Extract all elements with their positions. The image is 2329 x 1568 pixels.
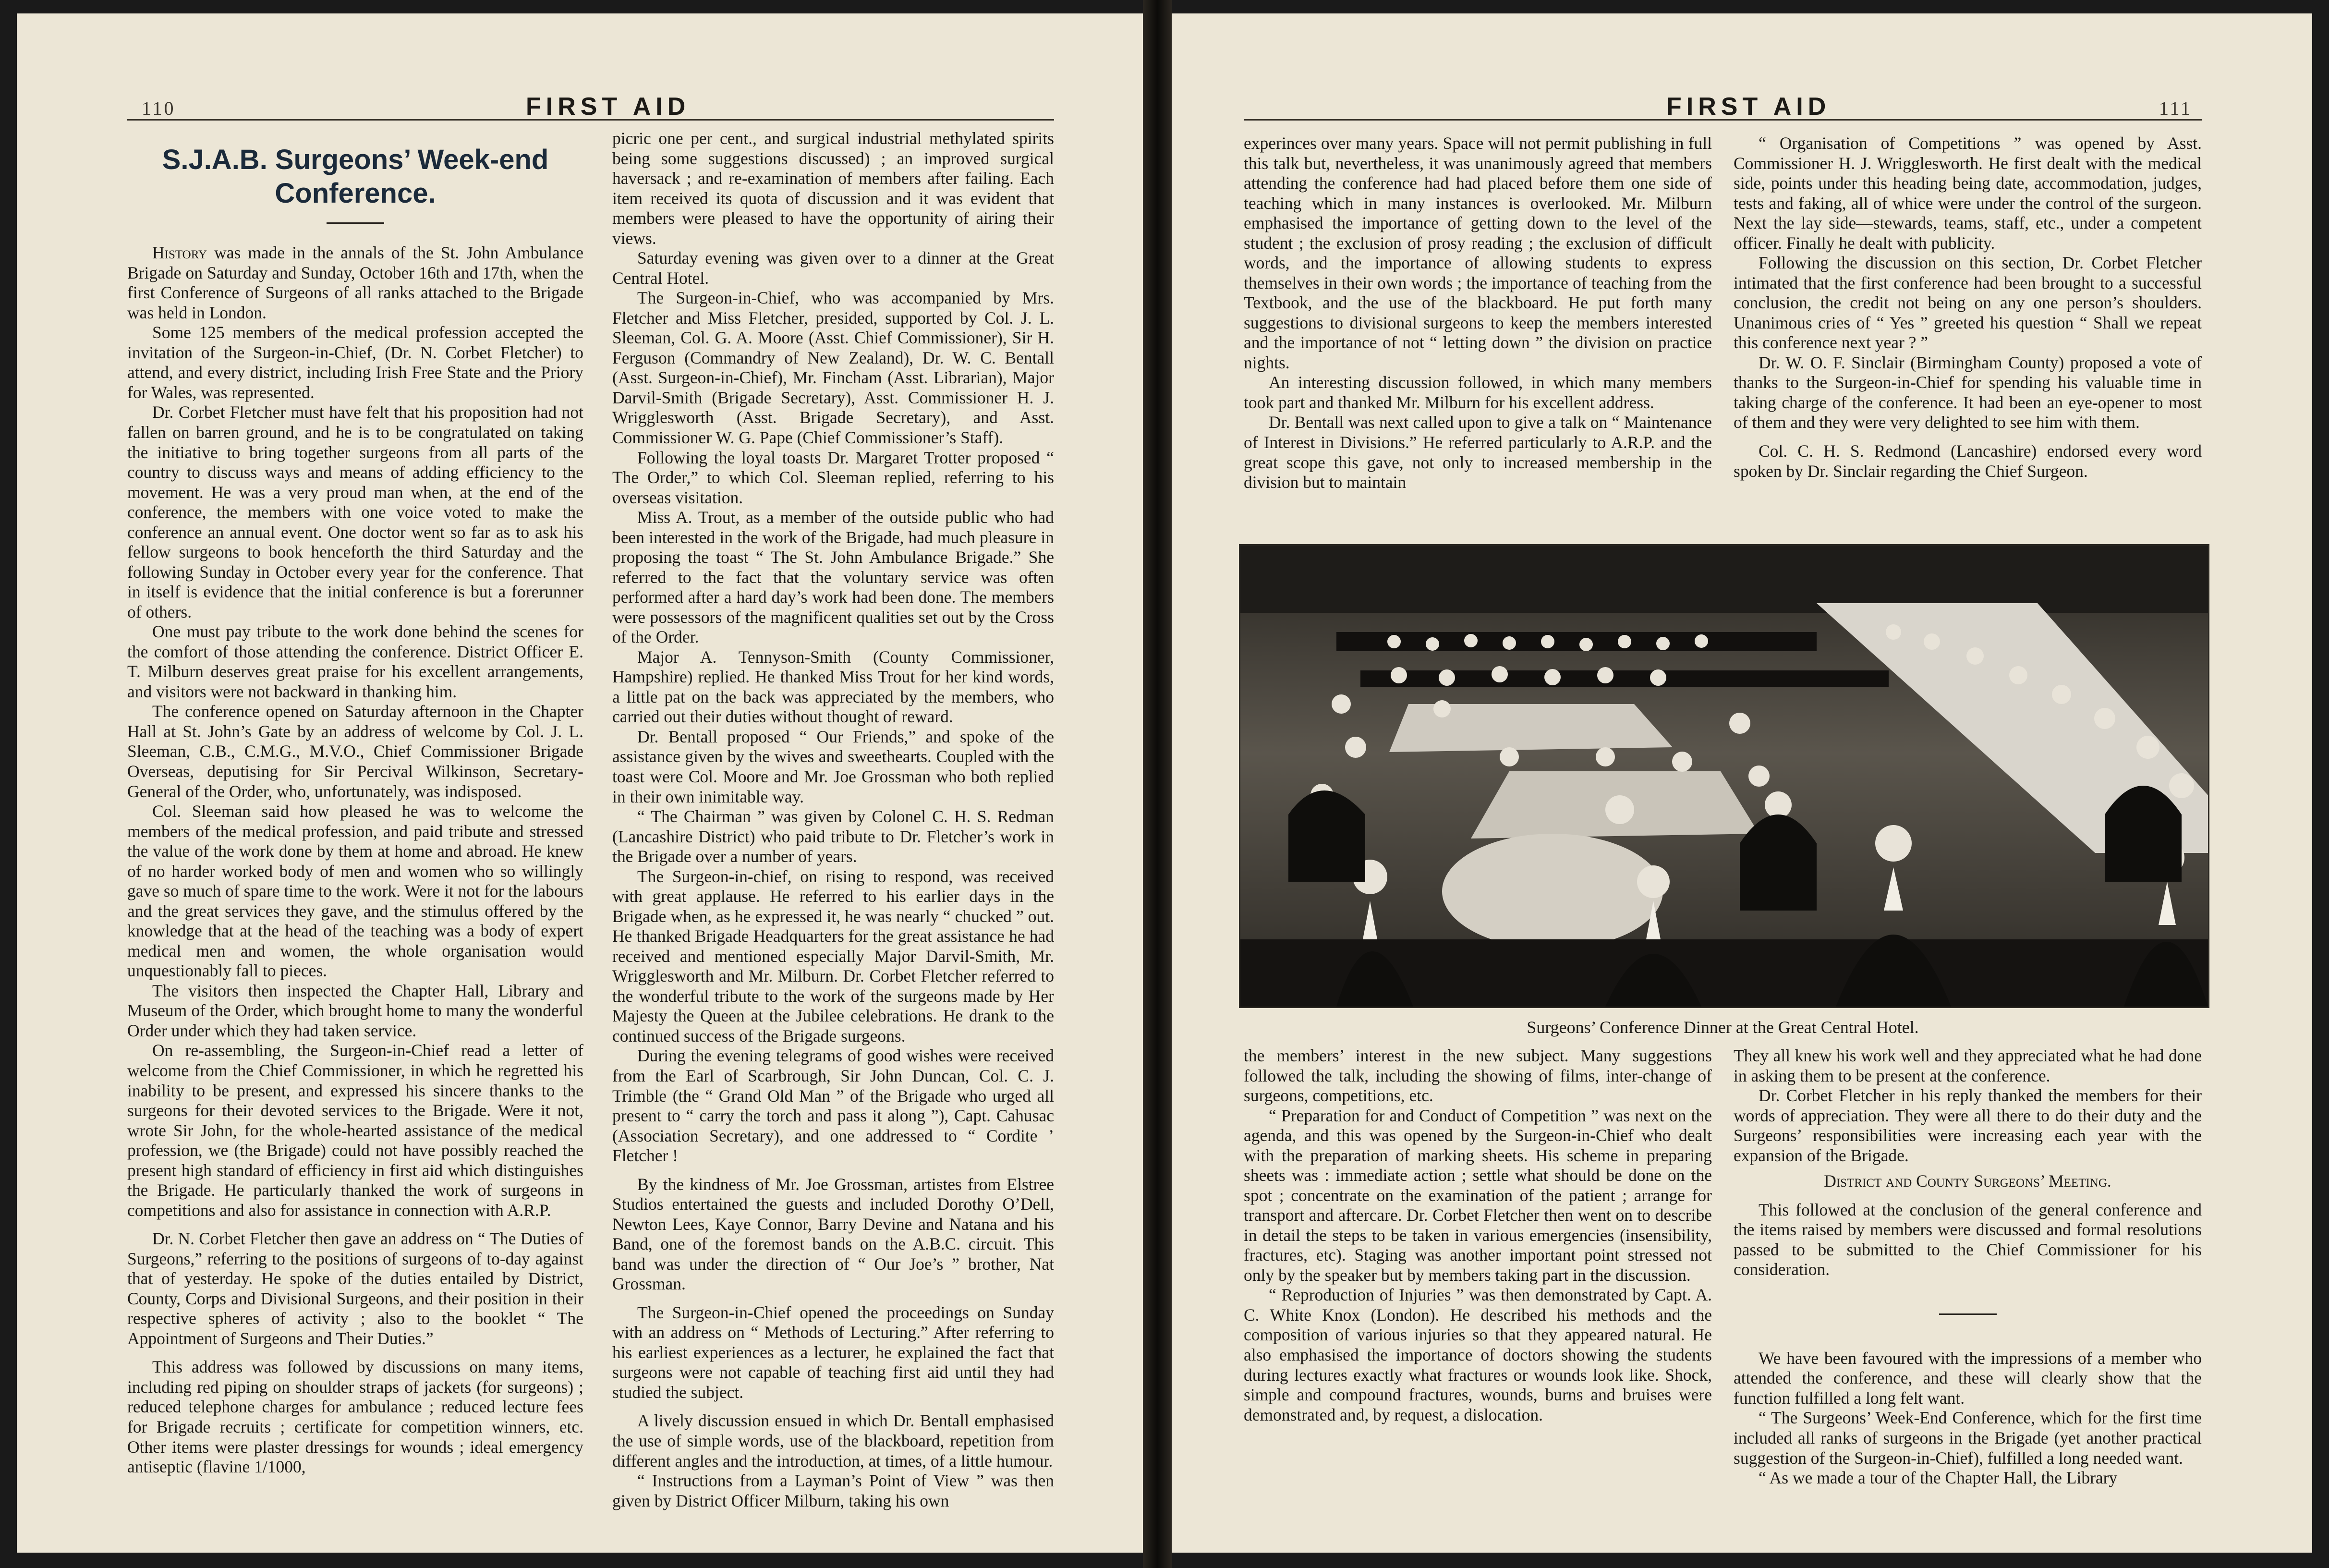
right-column-2-top: [1734, 134, 2202, 537]
paragraph-text: The visitors then inspected the Chapter Hall, Library and Museum of the Order, which brought home to many the wonderful Order under which they had taken service.: [127, 981, 583, 1040]
dinner-photograph: [1239, 544, 2209, 1008]
paragraph-text: “ The Surgeons’ Week-End Conference, which for the first time included all ranks of surgeons in the Brigade (yet another practical suggestion of the Surgeon-in-Chief), fulfilled a long needed want.: [1734, 1408, 2202, 1468]
paragraph: [612, 288, 1054, 448]
paragraph-text: “ Preparation for and Conduct of Competition ” was next on the agenda, and this was opened by the Surgeon-in-Chief who dealt with the preparation of marking sheets. His scheme in preparing sheets was : immediate action ; settle what should be done on the spot ; concentrate on the examination of the patient ; arrange for transport and aftercare. Dr. Corbet Fletcher then went on to describe in detail the steps to be taken in various emergencies (insensibility, fractures, etc). Staging was another important point stressed not only by the speaker but by members taking part in the discussion.: [1244, 1106, 1712, 1285]
paragraph-text: On re-assembling, the Surgeon-in-Chief read a letter of welcome from the Chief Commissioner, in which he regretted his inability to be present, and expressed his sincere thanks to the surgeons for their devoted services to the Brigade. Were it not, wrote Sir John, for the whole-hearted assistance of the medical profession, we (the Brigade) could not have possibly reached the present high standard of efficiency in first aid which distinguishes the Brigade. He particularly thanked the work of surgeons in competitions and also for assistance in connection with A.R.P.: [127, 1041, 583, 1220]
paragraph-text: Dr. Corbet Fletcher must have felt that his proposition had not fallen on barren ground, and he is to be congratulated on taking the initiative to bring together surgeons from all parts of the country to discuss ways and means of adding efficiency to the movement. He was a very proud man when, at the end of the conference, the members with one voice voted to make the conference an annual event. One doctor went so far as to ask his fellow surgeons to book henceforth the third Saturday and the following Sunday in October every year for the conference. That in itself is evidence that the initial conference is but a forerunner of others.: [127, 402, 583, 621]
paragraph: [612, 647, 1054, 727]
left-running-head: [127, 85, 1054, 121]
paragraph-text: “ The Chairman ” was given by Colonel C. H. S. Redman (Lancashire District) who paid tribute to Dr. Fletcher’s work in the Brigade over a number of years.: [612, 807, 1054, 866]
paragraph: [1244, 134, 1712, 373]
paragraph: [612, 1046, 1054, 1166]
paragraph-text: This address was followed by discussions on many items, including red piping on shoulder straps of jackets (for surgeons) ; reduced telephone charges for ambulance ; reduced lecture fees for Brigade recruits ; certificate for competition winners, etc. Other items were plaster dressings for wounds ; ideal emergency antiseptic (flavine 1/1000,: [127, 1357, 583, 1477]
paragraph: [1244, 373, 1712, 413]
paragraph: [127, 981, 583, 1041]
paragraph-text: Major A. Tennyson-Smith (County Commissioner, Hampshire) replied. He thanked Miss Trout for her kind words, a little pat on the back was appreciated by the members, who carried out their duties without thought of reward.: [612, 647, 1054, 727]
paragraph: [612, 727, 1054, 807]
headline-line-2: Conference.: [275, 177, 436, 209]
paragraph-group: [1734, 1200, 2202, 1280]
paragraph: [1734, 1468, 2202, 1488]
paragraph-group: [127, 243, 583, 1477]
paragraph: [127, 802, 583, 981]
paragraph: [612, 1471, 1054, 1511]
paragraph-group: [612, 129, 1054, 1511]
paragraph: [127, 702, 583, 802]
paragraph: [1734, 1086, 2202, 1166]
right-page: [1172, 13, 2312, 1553]
paragraph: [1734, 1046, 2202, 1086]
paragraph: [1734, 253, 2202, 353]
left-column-1: [127, 129, 583, 1493]
paragraph: [1244, 413, 1712, 492]
paragraph-text: The Surgeon-in-Chief, who was accompanied by Mrs. Fletcher and Miss Fletcher, presided, supported by Col. J. L. Sleeman, Col. G. A. Moore (Asst. Chief Commissioner), Sir H. Ferguson (Commandry of New Zealand), Dr. W. C. Bentall (Asst. Surgeon-in-Chief), Mr. Fincham (Asst. Librarian), Major Darvil-Smith (Brigade Secretary), Asst. Commissioner H. J. Wrigglesworth (Asst. Brigade Secretary), and Asst. Commissioner W. G. Pape (Chief Commissioner’s Staff).: [612, 288, 1054, 447]
paragraph: [127, 323, 583, 402]
paragraph: [612, 1303, 1054, 1403]
right-column-1-bottom: [1244, 1046, 1712, 1507]
paragraph-text: We have been favoured with the impressions of a member who attended the conference, and these will clearly show that the function fulfilled a long felt want.: [1734, 1348, 2202, 1408]
paragraph: [1244, 1046, 1712, 1106]
paragraph-text: Dr. N. Corbet Fletcher then gave an address on “ The Duties of Surgeons,” referring to the positions of surgeons of to-day against that of yesterday. He spoke of the duties entailed by District, County, Corps and Divisional Surgeons, and their position in their respective spheres of activity ; also to the booklet “ The Appointment of Surgeons and Their Duties.”: [127, 1229, 583, 1348]
paragraph-text: During the evening telegrams of good wishes were received from the Earl of Scarbrough, Sir John Duncan, Col. C. J. Trimble (the “ Grand Old Man ” of the Brigade who urged all present to “ carry the torch and pass it along ”), Capt. Cahusac (Association Secretary), and one addressed to “ Cordite ’ Fletcher !: [612, 1046, 1054, 1166]
divider-rule: [1939, 1313, 1997, 1315]
paragraph-text: “ Reproduction of Injuries ” was then demonstrated by Capt. A. C. White Knox (London). He described his methods and the composition of various injuries so that they appeared natural. He also emphasised the importance of doctors showing the students during lectures exactly what fractures or wounds look like. Shock, simple and compound fractures, wounds, burns and bruises were demonstrated and, by request, a dislocation.: [1244, 1285, 1712, 1424]
paragraph-text: Following the discussion on this section, Dr. Corbet Fletcher intimated that the first conference had been brought to a successful conclusion, the credit not being on any one person’s shoulders. Unanimous cries of “ Yes ” greeted his question “ Shall we repeat this conference next year ? ”: [1734, 253, 2202, 352]
paragraph-text: They all knew his work well and they appreciated what he had done in asking them to be present at the conference.: [1734, 1046, 2202, 1085]
paragraph-text: Dr. W. O. F. Sinclair (Birmingham County) proposed a vote of thanks to the Surgeon-in-Chief for spending his valuable time in taking charge of the conference. It had been an eye-opener to most of them and they were very delighted to see him with them.: [1734, 352, 2202, 432]
paragraph-text: One must pay tribute to the work done behind the scenes for the comfort of those attending the conference. District Officer E. T. Milburn deserves great praise for his excellent arrangements, and visitors were not backward in thanking him.: [127, 622, 583, 701]
page-number: 110: [142, 97, 176, 119]
paragraph: [1734, 1200, 2202, 1280]
paragraph: [612, 508, 1054, 647]
paragraph-text: The Surgeon-in-Chief opened the proceedings on Sunday with an address on “ Methods of Lecturing.” After referring to his earliest experiences as a lecturer, he explained the fact that surgeons were not capable of teaching first aid until they had studied the subject.: [612, 1302, 1054, 1402]
paragraph-group: [1244, 1046, 1712, 1425]
paragraph: [612, 1411, 1054, 1471]
paragraph-text: Dr. Bentall proposed “ Our Friends,” and spoke of the assistance given by the wives and sweethearts. Coupled with the toast were Col. Moore and Mr. Joe Grossman who both replied in their own inimitable way.: [612, 727, 1054, 806]
paragraph: [127, 402, 583, 622]
paragraph: [127, 1041, 583, 1220]
paragraph: [1734, 353, 2202, 433]
paragraph: [612, 1175, 1054, 1294]
paragraph: [127, 243, 583, 323]
paragraph-group: [1244, 134, 1712, 493]
paragraph-text: Dr. Corbet Fletcher in his reply thanked the members for their words of appreciation. They were all there to do their duty and the Surgeons’ responsibilities were increasing each year with the expansion of the Brigade.: [1734, 1086, 2202, 1165]
paragraph: [1734, 441, 2202, 481]
paragraph: [1734, 1408, 2202, 1468]
paragraph: [127, 622, 583, 702]
paragraph: [1734, 1349, 2202, 1409]
paragraph-text: picric one per cent., and surgical industrial methylated spirits being some suggestions discussed) ; an improved surgical haversack ; and re-examination of members after failing. Each item received its quota of discussion and it was evident that members were pleased to have the opportunity of airing their views.: [612, 129, 1054, 248]
paragraph-text: Miss A. Trout, as a member of the outside public who had been interested in the work of the Brigade, had much pleasure in proposing the toast “ The St. John Ambulance Brigade.” She referred to the fact that the voluntary service was often performed after a hard day’s work had been done. The members were possessors of the magnificent qualities set out by the Cross of the Order.: [612, 508, 1054, 647]
divider-rule: [327, 222, 384, 224]
book-gutter: [1143, 0, 1172, 1568]
paragraph-text: The Surgeon-in-chief, on rising to respond, was received with great applause. He referred to his earlier days in the Brigade when, as he expressed it, he was nearly “ chucked ” out. He thanked Brigade Headquarters for the great assistance he had received and mentioned especially Major Darvil-Smith, Mr. Wrigglesworth and Mr. Milburn. Dr. Corbet Fletcher referred to the wonderful tribute to the work of the surgeons made by Her Majesty the Queen at the Jubilee celebrations. He drank to the continued success of the Brigade surgeons.: [612, 866, 1054, 1045]
paragraph: [1734, 134, 2202, 253]
paragraph-group: [1734, 1349, 2202, 1488]
paragraph: [612, 448, 1054, 508]
paragraph-text: “ Organisation of Competitions ” was opened by Asst. Commissioner H. J. Wrigglesworth. He first dealt with the medical side, points under this heading being date, accommodation, judges, tests and faking, all of whice were under the control of the surgeon. Next the lay side—stewards, teams, staff, etc., under a competent officer. Finally he dealt with publicity.: [1734, 134, 2202, 253]
paragraph-text: Dr. Bentall was next called upon to give a talk on “ Maintenance of Interest in Divisions.” He referred particularly to A.R.P. and the great scope this gave, not only to increased membership in the division but to maintain: [1244, 413, 1712, 492]
paragraph-text: An interesting discussion followed, in which many members took part and thanked Mr. Milburn for his excellent address.: [1244, 373, 1712, 412]
paragraph: [127, 1229, 583, 1349]
paragraph: [612, 129, 1054, 248]
paragraph-text: was made in the annals of the St. John Ambulance Brigade on Saturday and Sunday, October 16th and 17th, when the first Conference of Surgeons of all ranks attached to the Brigade was held in London.: [127, 243, 583, 322]
paragraph: [127, 1357, 583, 1477]
paragraph-text: Saturday evening was given over to a dinner at the Great Central Hotel.: [612, 248, 1054, 288]
paragraph: [1244, 1106, 1712, 1286]
paragraph: [612, 248, 1054, 288]
paragraph-text: Some 125 members of the medical profession accepted the invitation of the Surgeon-in-Chief, (Dr. N. Corbet Fletcher) to attend, and every district, including Irish Free State and the Priory for Wales, was represented.: [127, 323, 583, 402]
article-headline: [127, 143, 583, 210]
paragraph-text: Col. Sleeman said how pleased he was to welcome the members of the medical profession, and paid tribute and stressed the value of the work done by them at home and abroad. He knew of no harder worked body of men and women who so willingly gave so much of spare time to the work. Were it not for the labours and the great services they gave, and the stimulus offered by the knowledge that at the head of the teaching was a body of expert medical men and women, the whole organisation would unquestionably fall to pieces.: [127, 802, 583, 981]
paragraph: [612, 807, 1054, 867]
paragraph-text: the members’ interest in the new subject. Many suggestions followed the talk, including the showing of films, inter-change of surgeons, competitions, etc.: [1244, 1046, 1712, 1106]
paragraph-group: [1734, 134, 2202, 481]
right-column-1-top: [1244, 134, 1712, 537]
paragraph-text: This followed at the conclusion of the general conference and the items raised by members were discussed and formal resolutions passed to be submitted to the Chief Commissioner for his consideration.: [1734, 1200, 2202, 1279]
paragraph: [1244, 1285, 1712, 1425]
lead-in-word: History: [152, 243, 207, 263]
photo-caption: Surgeons’ Conference Dinner at the Great Central Hotel.: [1527, 1018, 1919, 1037]
paragraph-group: [1734, 1046, 2202, 1166]
page-number: 111: [2159, 97, 2192, 119]
paragraph-text: “ Instructions from a Layman’s Point of View ” was then given by District Officer Milburn, taking his own: [612, 1471, 1054, 1510]
journal-title: FIRST AID: [1666, 93, 1831, 121]
right-column-2-bottom: [1734, 1046, 2202, 1507]
paragraph-text: Following the loyal toasts Dr. Margaret Trotter proposed “ The Order,” to which Col. Sleeman replied, referring to his overseas visitation.: [612, 448, 1054, 507]
dinner-photo-image: [1240, 546, 2208, 1007]
paragraph-text: “ As we made a tour of the Chapter Hall, the Library: [1759, 1468, 2118, 1488]
headline-line-1: S.J.A.B. Surgeons’ Week-end: [162, 144, 549, 175]
paragraph-text: Col. C. H. S. Redmond (Lancashire) endorsed every word spoken by Dr. Sinclair regarding the Chief Surgeon.: [1734, 441, 2202, 481]
left-column-2: [612, 129, 1054, 1510]
paragraph: [612, 867, 1054, 1046]
right-running-head: [1244, 85, 2202, 121]
journal-title: FIRST AID: [526, 93, 691, 121]
paragraph-text: By the kindness of Mr. Joe Grossman, artistes from Elstree Studios entertained the guests and included Dorothy O’Dell, Newton Lees, Kaye Connor, Barry Devine and Natana and his Band, one of the foremost bands on the A.B.C. circuit. This band was under the direction of “ Our Joe’s ” brother, Nat Grossman.: [612, 1174, 1054, 1294]
paragraph-text: A lively discussion ensued in which Dr. Bentall emphasised the use of simple words, use of the blackboard, repetition from different angles and the introduction, at times, of a little humour.: [612, 1411, 1054, 1471]
left-page: [17, 13, 1143, 1553]
paragraph-text: The conference opened on Saturday afternoon in the Chapter Hall at St. John’s Gate by an address of welcome by Col. J. L. Sleeman, C.B., C.M.G., M.V.O., Chief Commissioner Brigade Overseas, deputising for Sir Percival Wilkinson, Secretary-General of the Order, who, unfortunately, was indisposed.: [127, 702, 583, 801]
paragraph-text: experinces over many years. Space will not permit publishing in full this talk but, nevertheless, it was unanimously agreed that members attending the conference had had placed before them one side of teaching which in many instances is overlooked. Mr. Milburn emphasised the importance of getting down to the level of the student ; the exclusion of prosy reading ; the exclusion of difficult words, and the importance of allowing students to express themselves in their own words ; the importance of teaching from the Textbook, and the use of the blackboard. He put forth many suggestions to divisional surgeons to keep the members interested and the importance of not “ letting down ” the division on practice nights.: [1244, 134, 1712, 372]
section-heading: District and County Surgeons’ Meeting.: [1824, 1171, 2111, 1191]
